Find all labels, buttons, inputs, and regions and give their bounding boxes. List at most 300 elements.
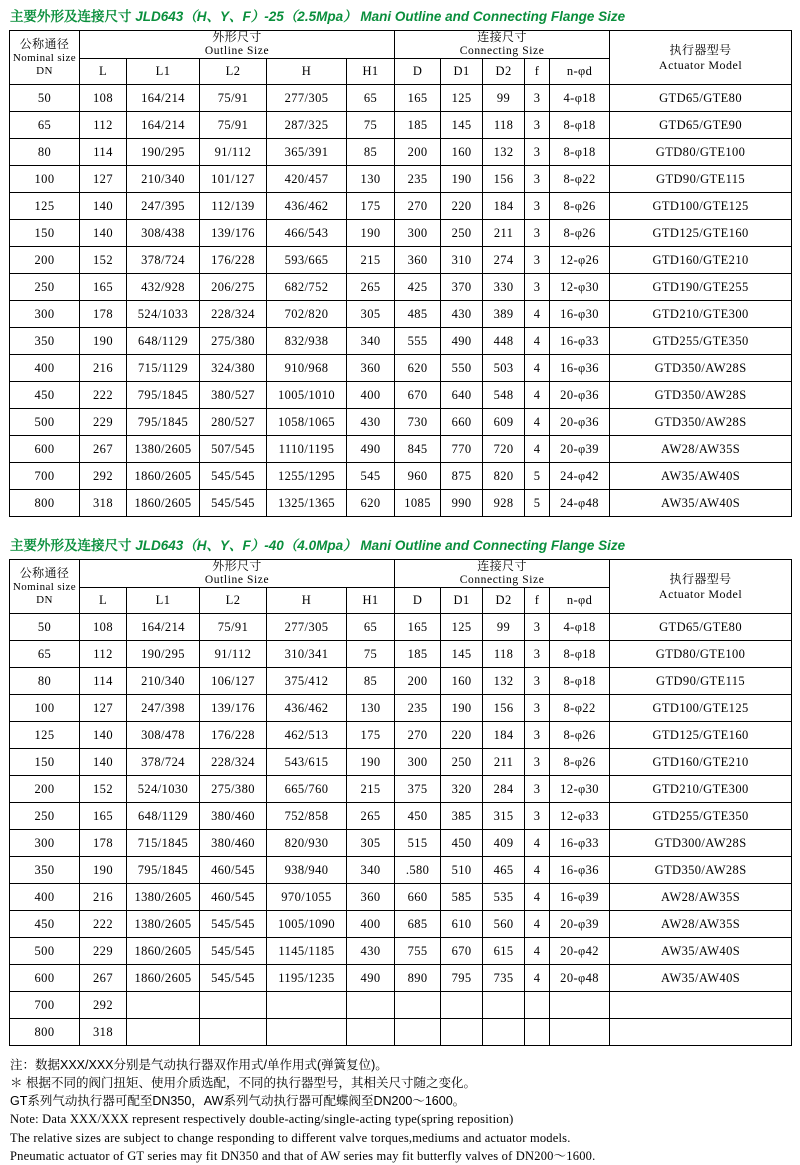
header-actuator-cn: 执行器型号 <box>669 43 732 58</box>
cell-value: 730 <box>395 409 441 436</box>
cell-value <box>200 992 267 1019</box>
cell-value: 24-φ42 <box>550 463 610 490</box>
cell-value: .580 <box>395 857 441 884</box>
cell-value: 1325/1365 <box>267 490 347 517</box>
table-body-40mpa <box>10 614 792 1046</box>
cell-value: 125 <box>441 614 483 641</box>
cell-value: 832/938 <box>267 328 347 355</box>
cell-value: 190 <box>441 695 483 722</box>
cell-dn: 700 <box>10 992 80 1019</box>
cell-value: 4 <box>525 436 550 463</box>
cell-value: 409 <box>483 830 525 857</box>
cell-value: 265 <box>347 803 395 830</box>
cell-value: 450 <box>441 830 483 857</box>
cell-value: 16-φ33 <box>550 830 610 857</box>
cell-value: 1005/1010 <box>267 382 347 409</box>
table-row <box>10 722 792 749</box>
cell-value: 620 <box>395 355 441 382</box>
cell-value: 200 <box>395 139 441 166</box>
cell-value: 720 <box>483 436 525 463</box>
cell-dn: 800 <box>10 490 80 517</box>
header-connecting-size <box>395 31 610 59</box>
table-row <box>10 884 792 911</box>
cell-value: 284 <box>483 776 525 803</box>
note-5: The relative sizes are subject to change responding to different valve torques,mediums and actuator models. <box>10 1130 571 1145</box>
cell-dn: 450 <box>10 382 80 409</box>
header-outline-size <box>80 560 395 588</box>
table-row <box>10 749 792 776</box>
cell-value: 235 <box>395 166 441 193</box>
cell-dn: 50 <box>10 85 80 112</box>
cell-value: 3 <box>525 193 550 220</box>
cell-value: 370 <box>441 274 483 301</box>
section-title-40mpa <box>0 529 800 559</box>
header-connecting-en: Connecting Size <box>459 573 545 586</box>
cell-value: 340 <box>347 857 395 884</box>
cell-value: 101/127 <box>200 166 267 193</box>
cell-value: 190/295 <box>127 139 200 166</box>
cell-value: 139/176 <box>200 695 267 722</box>
cell-value: 550 <box>441 355 483 382</box>
cell-value: 215 <box>347 247 395 274</box>
cell-actuator-model <box>610 992 792 1019</box>
cell-value: 648/1129 <box>127 803 200 830</box>
cell-value: 190 <box>80 328 127 355</box>
cell-value: 755 <box>395 938 441 965</box>
cell-value: 990 <box>441 490 483 517</box>
note-6: Pneumatic actuator of GT series may fit DN350 and that of AW series may fit butterfly valves of DN200～1600. <box>10 1148 596 1163</box>
cell-actuator-model: AW28/AW35S <box>610 911 792 938</box>
table-row <box>10 614 792 641</box>
cell-actuator-model: GTD90/GTE115 <box>610 166 792 193</box>
cell-value: 112 <box>80 641 127 668</box>
cell-value: 300 <box>395 220 441 247</box>
cell-actuator-model: AW35/AW40S <box>610 490 792 517</box>
cell-dn: 500 <box>10 409 80 436</box>
cell-value: 1085 <box>395 490 441 517</box>
cell-actuator-model: GTD190/GTE255 <box>610 274 792 301</box>
cell-value: 250 <box>441 749 483 776</box>
cell-value: 165 <box>80 274 127 301</box>
cell-value: 465 <box>483 857 525 884</box>
section-title-en-2: JLD643（H、Y、F）-40（4.0Mpa） Mani Outline and Connecting Flange Size <box>135 538 626 554</box>
cell-actuator-model: GTD210/GTE300 <box>610 776 792 803</box>
col-header-L: L <box>80 588 127 614</box>
cell-value: 5 <box>525 490 550 517</box>
cell-value: 292 <box>80 463 127 490</box>
cell-value: 318 <box>80 490 127 517</box>
cell-value: 385 <box>441 803 483 830</box>
cell-value <box>441 992 483 1019</box>
cell-value: 200 <box>395 668 441 695</box>
cell-value: 380/527 <box>200 382 267 409</box>
header-nominal-size-cn: 公称通径 <box>19 37 70 52</box>
cell-value: 593/665 <box>267 247 347 274</box>
cell-dn: 125 <box>10 193 80 220</box>
cell-value: 8-φ22 <box>550 695 610 722</box>
col-header-L2: L2 <box>200 588 267 614</box>
cell-value: 8-φ18 <box>550 139 610 166</box>
cell-value: 503 <box>483 355 525 382</box>
cell-value: 1005/1090 <box>267 911 347 938</box>
cell-value: 970/1055 <box>267 884 347 911</box>
note-2: ＊ 根据不同的阀门扭矩、使用介质选配，不同的执行器型号，其相关尺寸随之变化。 <box>10 1076 476 1091</box>
cell-value: 315 <box>483 803 525 830</box>
cell-value: 3 <box>525 112 550 139</box>
cell-value: 462/513 <box>267 722 347 749</box>
table-body-25mpa <box>10 85 792 517</box>
cell-value: 430 <box>347 938 395 965</box>
cell-value: 215 <box>347 776 395 803</box>
table-row <box>10 166 792 193</box>
cell-value: 75 <box>347 112 395 139</box>
cell-value: 378/724 <box>127 247 200 274</box>
cell-value: 545 <box>347 463 395 490</box>
cell-value: 185 <box>395 112 441 139</box>
cell-value: 222 <box>80 382 127 409</box>
cell-value: 389 <box>483 301 525 328</box>
cell-value <box>347 992 395 1019</box>
cell-value: 164/214 <box>127 614 200 641</box>
cell-value: 280/527 <box>200 409 267 436</box>
table-row <box>10 857 792 884</box>
col-header-H1: H1 <box>347 59 395 85</box>
cell-value: 160 <box>441 139 483 166</box>
col-header-nd: n-φd <box>550 588 610 614</box>
cell-value: 1195/1235 <box>267 965 347 992</box>
cell-value: 795/1845 <box>127 409 200 436</box>
cell-value: 118 <box>483 641 525 668</box>
cell-value: 8-φ18 <box>550 641 610 668</box>
cell-actuator-model: GTD300/AW28S <box>610 830 792 857</box>
cell-value: 928 <box>483 490 525 517</box>
cell-dn: 250 <box>10 274 80 301</box>
cell-value: 210/340 <box>127 166 200 193</box>
col-header-D2: D2 <box>483 588 525 614</box>
cell-value: 615 <box>483 938 525 965</box>
col-header-D: D <box>395 59 441 85</box>
cell-value: 220 <box>441 722 483 749</box>
cell-value: 320 <box>441 776 483 803</box>
cell-value: 277/305 <box>267 614 347 641</box>
cell-dn: 150 <box>10 220 80 247</box>
header-connecting-en: Connecting Size <box>459 44 545 57</box>
cell-value: 216 <box>80 355 127 382</box>
cell-dn: 200 <box>10 247 80 274</box>
cell-actuator-model: GTD100/GTE125 <box>610 695 792 722</box>
table-row <box>10 382 792 409</box>
cell-actuator-model: GTD160/GTE210 <box>610 749 792 776</box>
table-row <box>10 776 792 803</box>
cell-value: 3 <box>525 274 550 301</box>
cell-value: 545/545 <box>200 490 267 517</box>
cell-value: 75/91 <box>200 85 267 112</box>
cell-value: 178 <box>80 301 127 328</box>
cell-value: 75/91 <box>200 112 267 139</box>
cell-value: 210/340 <box>127 668 200 695</box>
cell-value <box>483 1019 525 1046</box>
cell-value: 85 <box>347 139 395 166</box>
cell-dn: 50 <box>10 614 80 641</box>
cell-value: 795/1845 <box>127 857 200 884</box>
cell-value: 112 <box>80 112 127 139</box>
cell-value: 164/214 <box>127 112 200 139</box>
table-row <box>10 193 792 220</box>
header-connecting-cn: 连接尺寸 <box>477 559 527 574</box>
cell-value: 4 <box>525 409 550 436</box>
cell-value: 190 <box>441 166 483 193</box>
cell-actuator-model: GTD210/GTE300 <box>610 301 792 328</box>
cell-value <box>483 992 525 1019</box>
cell-value: 292 <box>80 992 127 1019</box>
cell-value: 318 <box>80 1019 127 1046</box>
cell-dn: 80 <box>10 668 80 695</box>
table-row <box>10 463 792 490</box>
col-header-D2: D2 <box>483 59 525 85</box>
cell-value: 132 <box>483 668 525 695</box>
cell-value: 267 <box>80 436 127 463</box>
table-row <box>10 668 792 695</box>
cell-value: 545/545 <box>200 463 267 490</box>
cell-value: 12-φ26 <box>550 247 610 274</box>
cell-value: 3 <box>525 803 550 830</box>
cell-value: 270 <box>395 193 441 220</box>
col-header-D1: D1 <box>441 588 483 614</box>
table-row <box>10 1019 792 1046</box>
cell-value: 8-φ26 <box>550 749 610 776</box>
spec-table-25mpa <box>9 30 792 517</box>
cell-value: 535 <box>483 884 525 911</box>
col-header-L2: L2 <box>200 59 267 85</box>
section-title-25mpa <box>0 0 800 30</box>
cell-value: 545/545 <box>200 965 267 992</box>
cell-value: 1860/2605 <box>127 490 200 517</box>
table-row <box>10 436 792 463</box>
cell-value: 360 <box>395 247 441 274</box>
cell-value: 247/395 <box>127 193 200 220</box>
cell-value: 140 <box>80 749 127 776</box>
cell-value: 75 <box>347 641 395 668</box>
header-outline-size <box>80 31 395 59</box>
cell-actuator-model: GTD125/GTE160 <box>610 722 792 749</box>
cell-value: 960 <box>395 463 441 490</box>
table-row <box>10 355 792 382</box>
cell-value: 108 <box>80 614 127 641</box>
cell-value: 65 <box>347 85 395 112</box>
cell-value: 715/1129 <box>127 355 200 382</box>
cell-value: 145 <box>441 112 483 139</box>
cell-value: 3 <box>525 668 550 695</box>
header-connecting-size <box>395 560 610 588</box>
header-nominal-size-en: Nominal size <box>12 580 77 593</box>
table-row <box>10 85 792 112</box>
cell-value: 524/1033 <box>127 301 200 328</box>
cell-value: 12-φ30 <box>550 274 610 301</box>
cell-value <box>267 992 347 1019</box>
cell-actuator-model: AW28/AW35S <box>610 436 792 463</box>
cell-dn: 350 <box>10 328 80 355</box>
cell-value: 466/543 <box>267 220 347 247</box>
cell-value: 152 <box>80 776 127 803</box>
cell-value: 308/478 <box>127 722 200 749</box>
cell-actuator-model: GTD80/GTE100 <box>610 641 792 668</box>
cell-value: 190/295 <box>127 641 200 668</box>
cell-value: 185 <box>395 641 441 668</box>
cell-value: 3 <box>525 247 550 274</box>
header-outline-en: Outline Size <box>204 573 270 586</box>
cell-value: 4 <box>525 965 550 992</box>
cell-value: 176/228 <box>200 247 267 274</box>
cell-value: 127 <box>80 695 127 722</box>
cell-value: 4 <box>525 301 550 328</box>
cell-dn: 300 <box>10 301 80 328</box>
cell-value: 165 <box>395 614 441 641</box>
cell-value: 250 <box>441 220 483 247</box>
cell-value: 330 <box>483 274 525 301</box>
cell-actuator-model: GTD65/GTE90 <box>610 112 792 139</box>
cell-actuator-model: GTD350/AW28S <box>610 382 792 409</box>
col-header-H1: H1 <box>347 588 395 614</box>
cell-value: 4 <box>525 355 550 382</box>
cell-value: 430 <box>441 301 483 328</box>
cell-value: 12-φ30 <box>550 776 610 803</box>
cell-actuator-model: GTD100/GTE125 <box>610 193 792 220</box>
cell-value: 845 <box>395 436 441 463</box>
cell-value: 140 <box>80 722 127 749</box>
cell-dn: 700 <box>10 463 80 490</box>
cell-value: 8-φ22 <box>550 166 610 193</box>
cell-dn: 350 <box>10 857 80 884</box>
cell-value <box>200 1019 267 1046</box>
cell-value: 152 <box>80 247 127 274</box>
cell-dn: 400 <box>10 355 80 382</box>
cell-value: 436/462 <box>267 695 347 722</box>
cell-actuator-model: GTD350/AW28S <box>610 857 792 884</box>
cell-actuator-model: GTD80/GTE100 <box>610 139 792 166</box>
cell-dn: 125 <box>10 722 80 749</box>
cell-value: 609 <box>483 409 525 436</box>
cell-value: 106/127 <box>200 668 267 695</box>
cell-value: 156 <box>483 695 525 722</box>
cell-value: 490 <box>347 436 395 463</box>
cell-value: 795 <box>441 965 483 992</box>
col-header-D: D <box>395 588 441 614</box>
cell-value: 1380/2605 <box>127 911 200 938</box>
cell-value: 820/930 <box>267 830 347 857</box>
cell-value: 127 <box>80 166 127 193</box>
cell-value: 448 <box>483 328 525 355</box>
cell-value: 16-φ36 <box>550 857 610 884</box>
cell-value: 3 <box>525 722 550 749</box>
cell-value: 4 <box>525 884 550 911</box>
cell-value: 275/380 <box>200 776 267 803</box>
cell-value: 16-φ36 <box>550 355 610 382</box>
cell-value: 140 <box>80 220 127 247</box>
cell-actuator-model: GTD350/AW28S <box>610 355 792 382</box>
table-row <box>10 220 792 247</box>
cell-value: 436/462 <box>267 193 347 220</box>
cell-value: 545/545 <box>200 938 267 965</box>
table-row <box>10 490 792 517</box>
cell-value: 310/341 <box>267 641 347 668</box>
table-row <box>10 641 792 668</box>
cell-value: 660 <box>395 884 441 911</box>
cell-value: 735 <box>483 965 525 992</box>
cell-value: 305 <box>347 301 395 328</box>
cell-value <box>267 1019 347 1046</box>
col-header-L: L <box>80 59 127 85</box>
cell-value: 184 <box>483 193 525 220</box>
cell-value: 265 <box>347 274 395 301</box>
cell-value: 99 <box>483 85 525 112</box>
cell-dn: 450 <box>10 911 80 938</box>
table-row <box>10 695 792 722</box>
cell-value: 1058/1065 <box>267 409 347 436</box>
header-actuator-en: Actuator Model <box>658 586 743 601</box>
cell-dn: 65 <box>10 641 80 668</box>
cell-value: 507/545 <box>200 436 267 463</box>
cell-value <box>441 1019 483 1046</box>
table-header-group-row <box>10 31 792 59</box>
cell-value: 524/1030 <box>127 776 200 803</box>
cell-value <box>550 992 610 1019</box>
cell-value: 685 <box>395 911 441 938</box>
cell-value: 99 <box>483 614 525 641</box>
cell-value: 378/724 <box>127 749 200 776</box>
col-header-D1: D1 <box>441 59 483 85</box>
cell-value: 206/275 <box>200 274 267 301</box>
cell-value: 8-φ18 <box>550 112 610 139</box>
col-header-L1: L1 <box>127 59 200 85</box>
cell-value: 160 <box>441 668 483 695</box>
cell-value: 460/545 <box>200 884 267 911</box>
cell-value: 425 <box>395 274 441 301</box>
cell-value: 16-φ30 <box>550 301 610 328</box>
table-row <box>10 409 792 436</box>
cell-value: 176/228 <box>200 722 267 749</box>
cell-value: 274 <box>483 247 525 274</box>
cell-value: 4-φ18 <box>550 614 610 641</box>
cell-value: 665/760 <box>267 776 347 803</box>
cell-value: 545/545 <box>200 911 267 938</box>
cell-value: 648/1129 <box>127 328 200 355</box>
table-row <box>10 112 792 139</box>
cell-value: 460/545 <box>200 857 267 884</box>
cell-value: 12-φ33 <box>550 803 610 830</box>
cell-value: 3 <box>525 641 550 668</box>
col-header-L1: L1 <box>127 588 200 614</box>
cell-value: 752/858 <box>267 803 347 830</box>
cell-actuator-model: AW35/AW40S <box>610 463 792 490</box>
cell-value: 515 <box>395 830 441 857</box>
cell-dn: 200 <box>10 776 80 803</box>
cell-value: 510 <box>441 857 483 884</box>
cell-value: 8-φ26 <box>550 220 610 247</box>
cell-dn: 100 <box>10 166 80 193</box>
note-4: Note: Data XXX/XXX represent respectively double-acting/single-acting type(spring reposition) <box>10 1112 514 1127</box>
cell-value: 190 <box>347 749 395 776</box>
cell-actuator-model: GTD65/GTE80 <box>610 85 792 112</box>
cell-value <box>395 992 441 1019</box>
cell-value: 211 <box>483 220 525 247</box>
cell-value: 112/139 <box>200 193 267 220</box>
section-title-cn-1: 主要外形及连接尺寸 <box>10 9 132 24</box>
cell-value: 108 <box>80 85 127 112</box>
header-actuator-model <box>610 560 792 614</box>
cell-actuator-model: AW28/AW35S <box>610 884 792 911</box>
header-nominal-size <box>10 31 80 85</box>
cell-value <box>550 1019 610 1046</box>
